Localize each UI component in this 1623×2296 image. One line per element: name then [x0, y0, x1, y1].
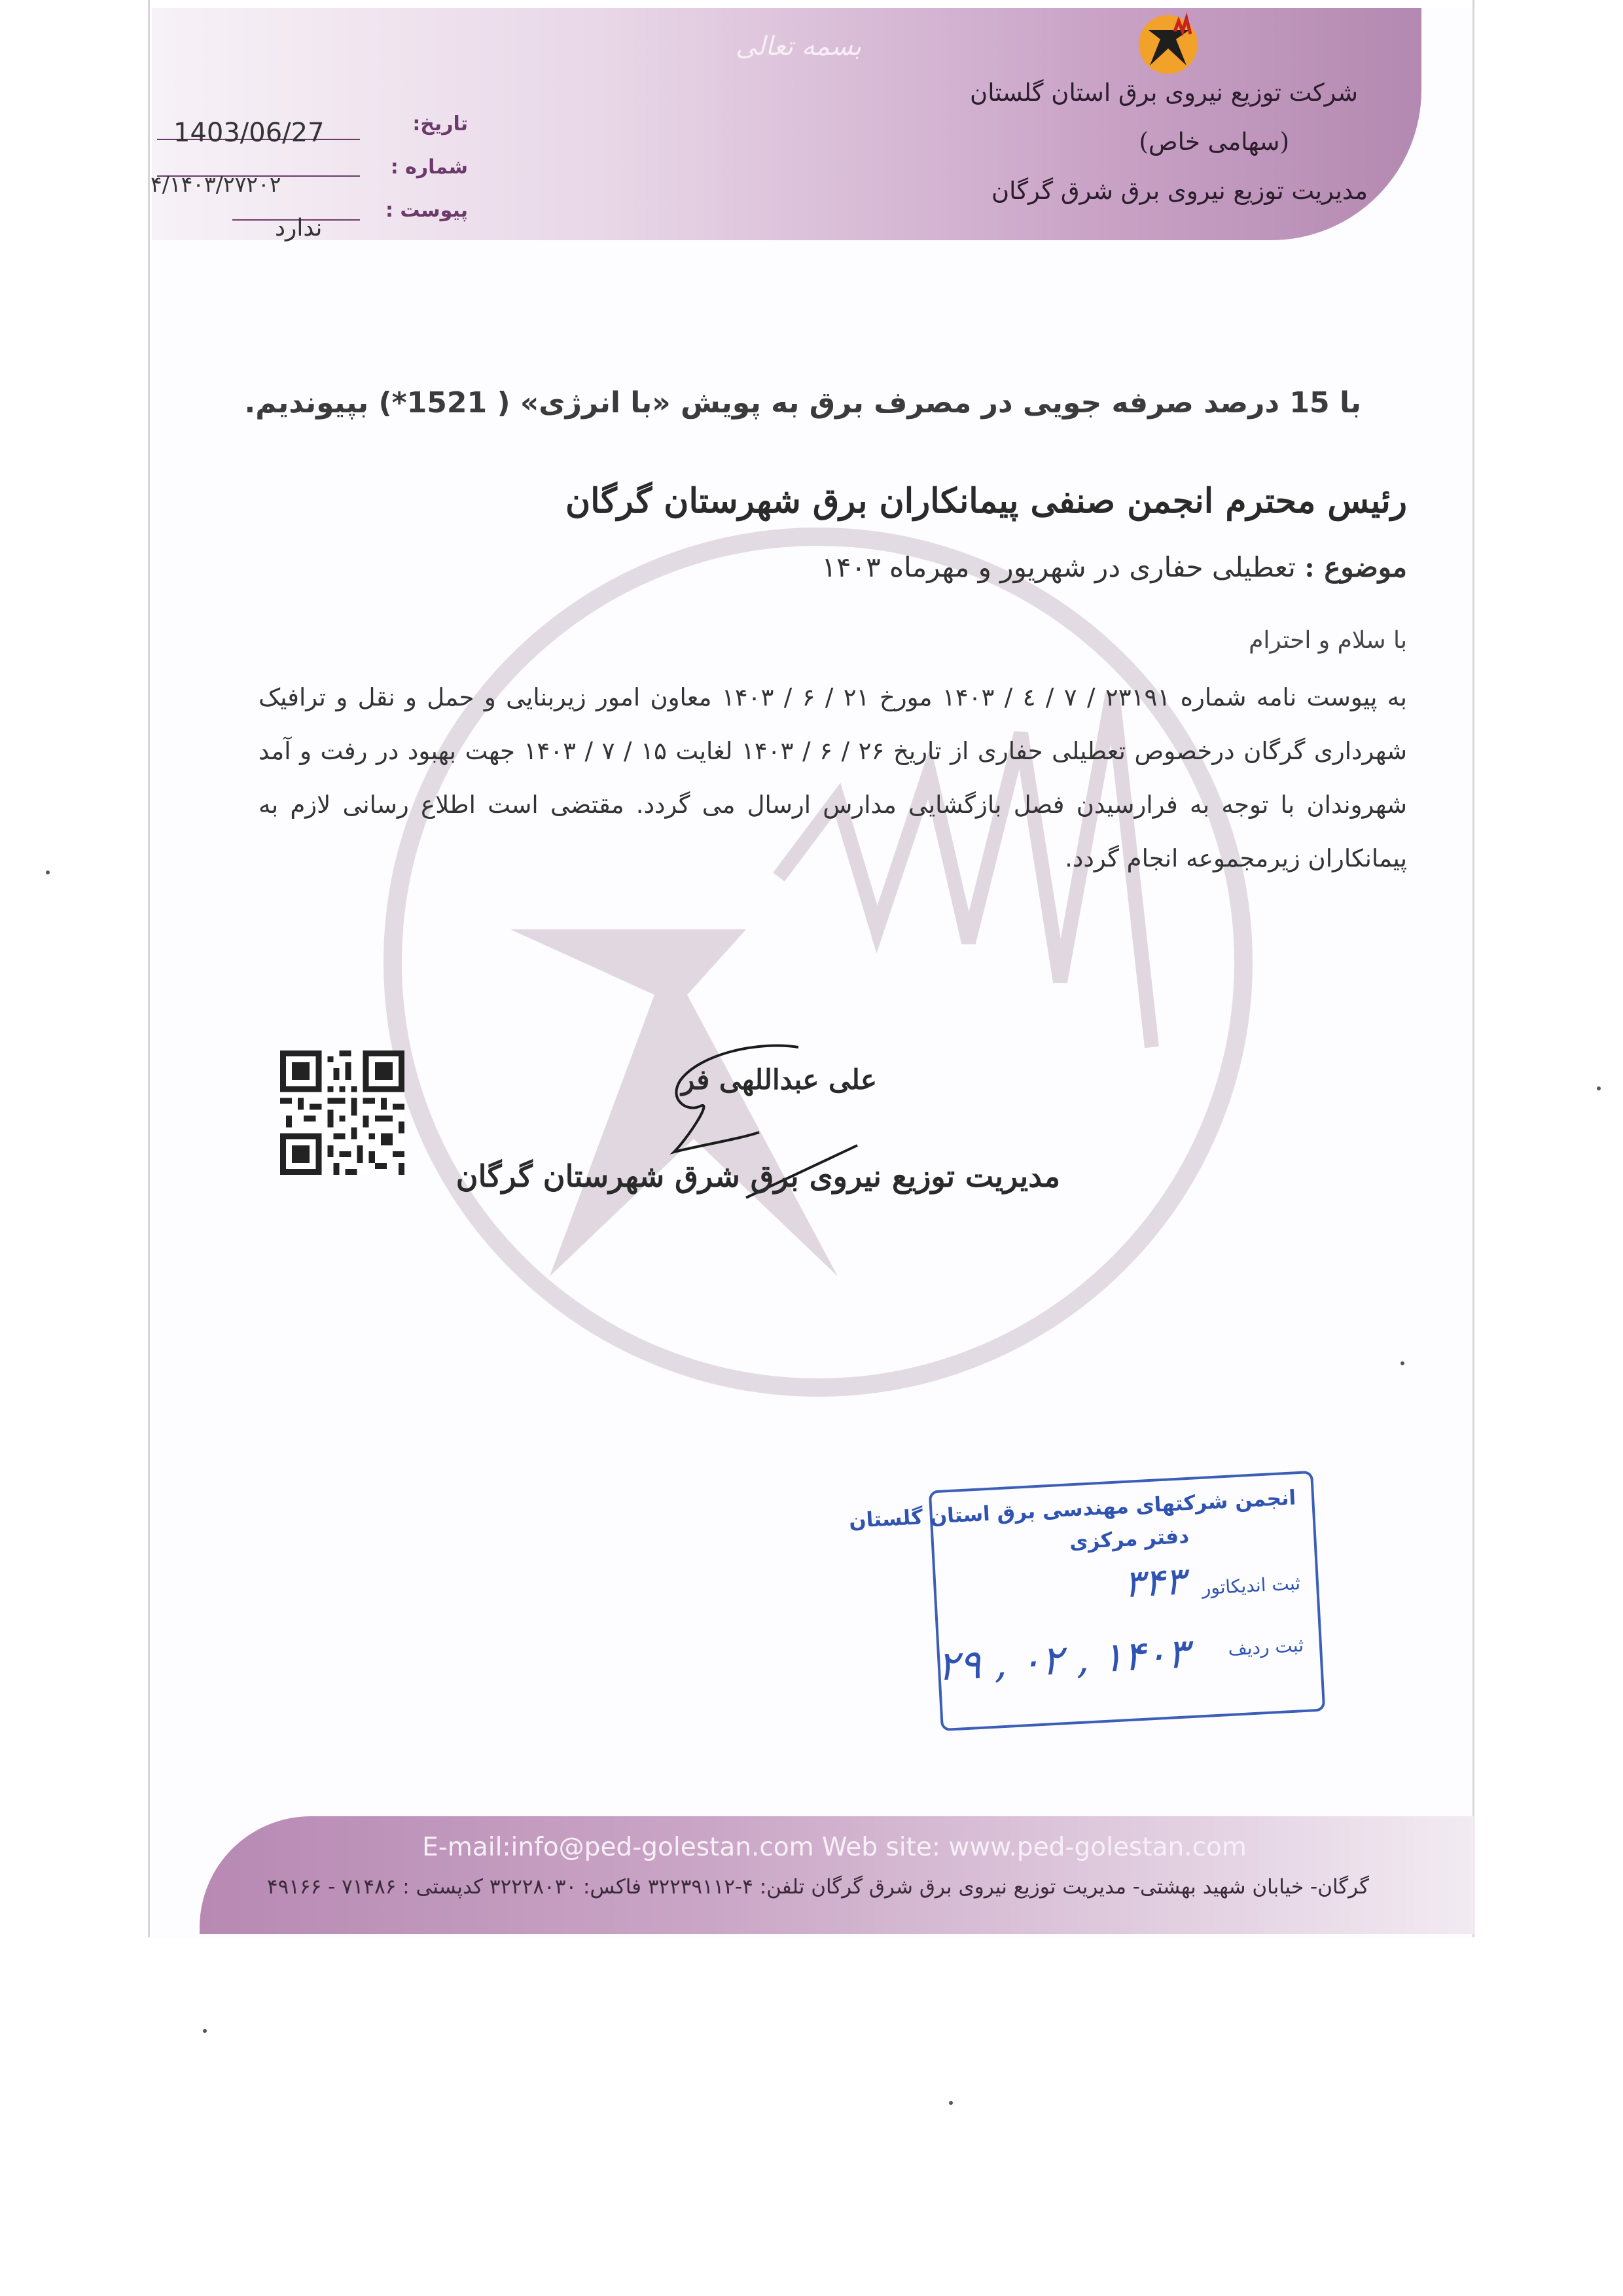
attachment-value: ندارد	[275, 215, 323, 242]
stamp-office: دفتر مرکزی	[1069, 1524, 1190, 1554]
stamp-indicator-label: ثبت اندیکاتور	[1201, 1572, 1301, 1599]
date-value: 1403/06/27	[173, 118, 325, 148]
subject-text: تعطیلی حفاری در شهریور و مهرماه ۱۴۰۳	[821, 551, 1296, 583]
stamp-org: انجمن شرکتهای مهندسی برق استان گلستان	[848, 1486, 1297, 1534]
stamp-date: ۱۴۰۳ , ۰۲ , ۲۹	[936, 1629, 1190, 1691]
scan-speck	[949, 2101, 953, 2105]
signer-name: علی عبداللهی فر	[681, 1064, 877, 1096]
date-label: تاریخ:	[412, 113, 468, 135]
number-value: ۴/۱۴۰۳/۲۷۲۰۲	[151, 171, 281, 197]
attachment-label: پیوست :	[385, 199, 468, 222]
footer-contact-web: E-mail:info@ped-golestan.com Web site: www.ped-golestan.com	[422, 1833, 1247, 1862]
company-type: (سهامی خاص)	[1139, 128, 1289, 156]
greeting: با سلام و احترام	[1249, 627, 1407, 654]
logo-watermark	[380, 524, 1257, 1401]
scan-speck	[1597, 1086, 1601, 1090]
letter-subject	[654, 551, 1407, 583]
campaign-slogan: با 15 درصد صرفه جویی در مصرف برق به پویش «با انرژی» ( 1521*) بپیوندیم.	[244, 386, 1361, 420]
company-division: مدیریت توزیع نیروی برق شرق گرگان	[991, 177, 1368, 205]
scan-speck	[203, 2029, 207, 2033]
scan-edge-right	[1472, 0, 1474, 1937]
stamp-indicator-number: ۳۴۳	[1122, 1558, 1186, 1607]
scan-speck	[1400, 1361, 1404, 1365]
scan-speck	[46, 870, 50, 874]
stamp-row-label: ثبت ردیف	[1227, 1634, 1304, 1660]
signer-title: مدیریت توزیع نیروی برق شرق شهرستان گرگان	[455, 1158, 1060, 1194]
number-label: شماره :	[390, 156, 468, 179]
company-logo	[1129, 12, 1207, 77]
registration-stamp	[848, 1471, 1325, 1731]
besmellah: بسمه تعالی	[735, 31, 862, 62]
scan-edge-left	[148, 0, 150, 1937]
qr-code	[280, 1050, 404, 1175]
footer-address: گرگان- خیابان شهید بهشتی- مدیریت توزیع نیروی برق شرق گرگان تلفن: ۴-۳۲۲۳۹۱۱۲ فاکس: ۳۲۲۲۸۰۳۰ کدپستی : ۷۱۴۸۶ - ۴۹۱۶۶	[266, 1875, 1370, 1899]
letter-recipient: رئیس محترم انجمن صنفی پیمانکاران برق شهرستان گرگان	[565, 481, 1407, 521]
company-name: شرکت توزیع نیروی برق استان گلستان	[970, 79, 1358, 107]
subject-label: موضوع :	[1304, 551, 1407, 583]
letter-body: به پیوست نامه شماره ۲۳۱۹۱ / ۷ / ٤ / ۱۴۰۳ مورخ ۲۱ / ۶ / ۱۴۰۳ معاون امور زیربنایی و حمل و نقل و ترافیک شهرداری گرگان درخصوص تعطیلی حفاری از تاریخ ۲۶ / ۶ / ۱۴۰۳ لغایت ۱۵ / ۷ / ۱۴۰۳ جهت بهبود در رفت و آمد شهروندان با توجه به فرارسیدن فصل بازگشایی مدارس ارسال می گردد. مقتضی است اطلاع رسانی لازم به پیمانکاران زیرمجموعه انجام گردد.	[259, 683, 1407, 872]
